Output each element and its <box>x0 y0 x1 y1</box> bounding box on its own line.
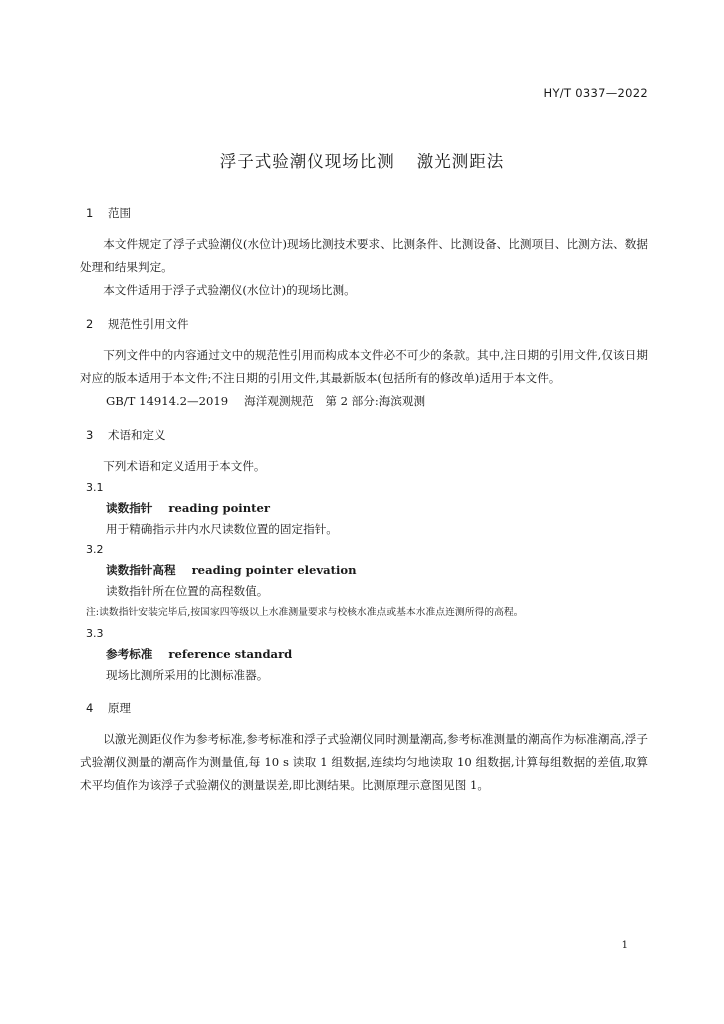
section-1-paragraph-1: 本文件规定了浮子式验潮仪(水位计)现场比测技术要求、比测条件、比测设备、比测项目、比测方法、数据处理和结果判定。 <box>80 237 648 274</box>
term-entry <box>80 498 648 519</box>
section-number: 1 <box>86 206 94 220</box>
term-definition: 用于精确指示井内水尺读数位置的固定指针。 <box>106 522 338 536</box>
standard-code: HY/T 0337—2022 <box>543 86 648 100</box>
section-title: 原理 <box>108 701 131 715</box>
term-chinese: 参考标准 <box>106 647 153 661</box>
term-definition: 读数指针所在位置的高程数值。 <box>106 584 269 598</box>
term-entry <box>80 644 648 665</box>
section-3-intro: 下列术语和定义适用于本文件。 <box>103 459 266 473</box>
term-english: reading pointer elevation <box>191 563 357 577</box>
title-sub: 激光测距法 <box>416 152 505 171</box>
reference-title: 海洋观测规范 第 2 部分:海滨观测 <box>244 394 426 408</box>
term-english: reading pointer <box>168 501 270 515</box>
section-4-heading <box>80 700 648 716</box>
page-number: 1 <box>621 940 628 951</box>
term-number: 3.2 <box>86 543 104 556</box>
section-4-paragraph: 以激光测距仪作为参考标准,参考标准和浮子式验潮仪同时测量潮高,参考标准测量的潮高作为标准潮高,浮子式验潮仪测量的潮高作为测量值,每 10 s 读取 1 组数据,连续均匀地读取 10 组数据,计算每组数据的差值,取算术平均值作为该浮子式验潮仪的测量误差,即比测结果。比测原理示意图见图 1。 <box>80 732 648 792</box>
section-number: 4 <box>86 701 94 715</box>
section-title: 范围 <box>108 206 131 220</box>
document-body <box>80 205 648 797</box>
normative-reference <box>80 390 648 413</box>
term-definition: 现场比测所采用的比测标准器。 <box>106 668 269 682</box>
term-chinese: 读数指针 <box>106 501 153 515</box>
term-english: reference standard <box>168 647 293 661</box>
section-1-paragraph-2: 本文件适用于浮子式验潮仪(水位计)的现场比测。 <box>103 283 356 297</box>
section-title: 术语和定义 <box>108 428 166 442</box>
section-2-heading <box>80 316 648 332</box>
term-note: 注:读数指针安装完毕后,按国家四等级以上水准测量要求与校核水准点或基本水准点连测所得的高程。 <box>86 607 524 618</box>
term-entry <box>80 560 648 581</box>
section-number: 3 <box>86 428 94 442</box>
section-1-heading <box>80 205 648 221</box>
section-2-paragraph: 下列文件中的内容通过文中的规范性引用而构成本文件必不可少的条款。其中,注日期的引用文件,仅该日期对应的版本适用于本文件;不注日期的引用文件,其最新版本(包括所有的修改单)适用于本文件。 <box>80 348 648 385</box>
reference-code: GB/T 14914.2—2019 <box>106 394 229 408</box>
section-3-heading <box>80 427 648 443</box>
title-main: 浮子式验潮仪现场比测 <box>219 152 395 171</box>
section-title: 规范性引用文件 <box>108 317 189 331</box>
term-number: 3.1 <box>86 481 104 494</box>
term-number: 3.3 <box>86 627 104 640</box>
term-chinese: 读数指针高程 <box>106 563 176 577</box>
document-title <box>0 148 724 172</box>
section-number: 2 <box>86 317 94 331</box>
